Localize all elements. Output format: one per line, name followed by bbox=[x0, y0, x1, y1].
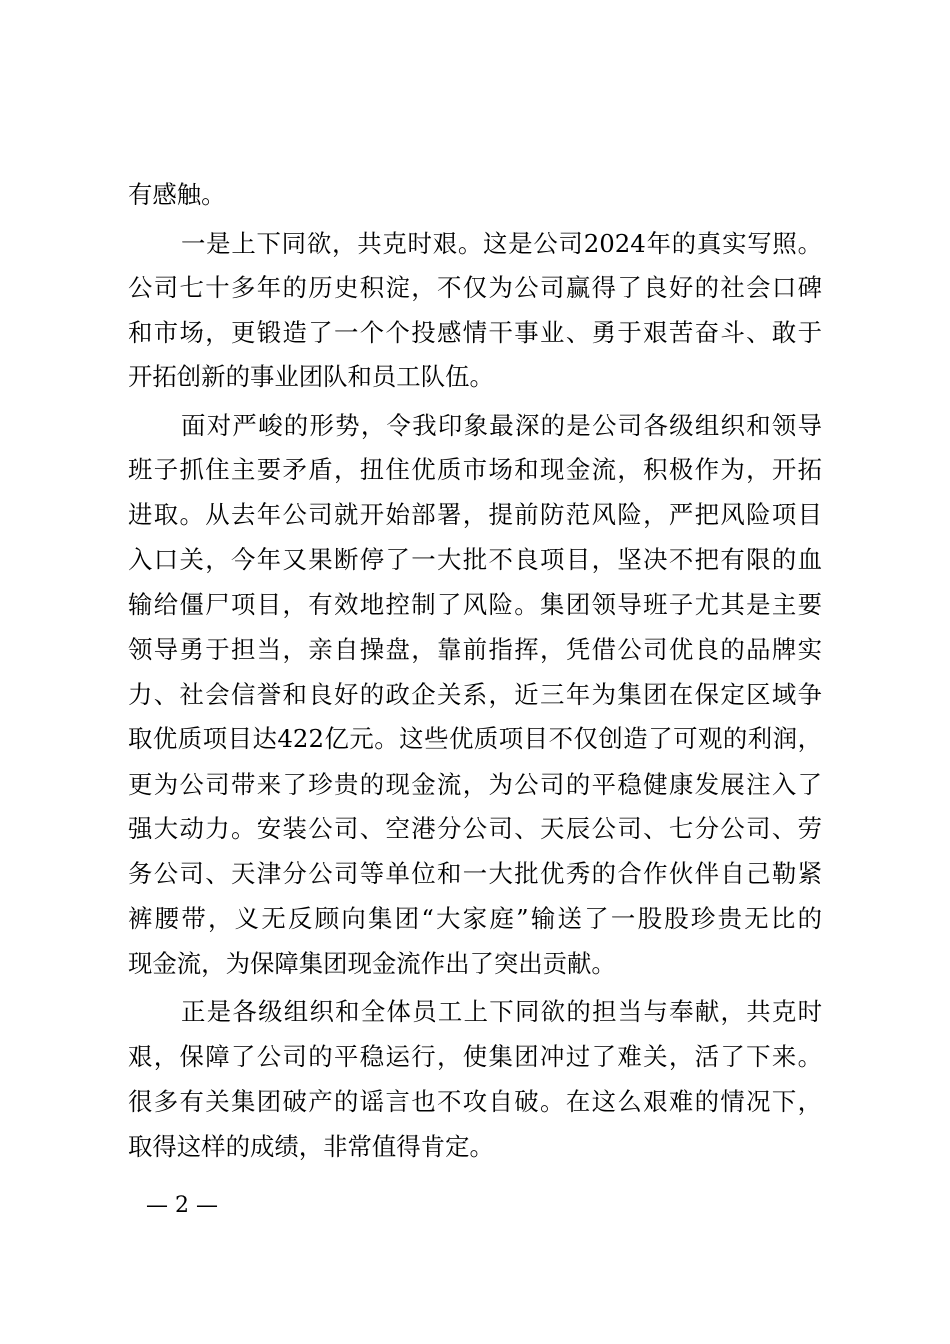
text-line: 强大动力。安装公司、空港分公司、天辰公司、七分公司、劳 bbox=[128, 814, 822, 843]
text-line: 更为公司带来了珍贵的现金流，为公司的平稳健康发展注入了 bbox=[128, 770, 822, 799]
text-line: 裤腰带，义无反顾向集团“大家庭”输送了一股股珍贵无比的 bbox=[128, 904, 822, 933]
text-line: 艰，保障了公司的平稳运行，使集团冲过了难关，活了下来。 bbox=[128, 1042, 822, 1071]
text-line: 力、社会信誉和良好的政企关系，近三年为集团在保定区域争 bbox=[128, 680, 822, 709]
text-line: 开拓创新的事业团队和员工队伍。 bbox=[128, 362, 494, 391]
text-line: 很多有关集团破产的谣言也不攻自破。在这么艰难的情况下， bbox=[128, 1087, 822, 1116]
text-line: 输给僵尸项目，有效地控制了风险。集团领导班子尤其是主要 bbox=[128, 590, 822, 619]
text-line: 有感触。 bbox=[128, 180, 226, 209]
text-line: 公司七十多年的历史积淀，不仅为公司赢得了良好的社会口碑 bbox=[128, 273, 822, 302]
text-line: 进取。从去年公司就开始部署，提前防范风险，严把风险项目 bbox=[128, 500, 822, 529]
text-line: 正是各级组织和全体员工上下同欲的担当与奉献，共克时 bbox=[181, 997, 822, 1026]
text-line: 领导勇于担当，亲自操盘，靠前指挥，凭借公司优良的品牌实 bbox=[128, 635, 822, 664]
text-line: 面对严峻的形势，令我印象最深的是公司各级组织和领导 bbox=[181, 411, 822, 440]
text-line: 一是上下同欲，共克时艰。这是公司2024年的真实写照。 bbox=[181, 229, 822, 258]
page-number: — 2 — bbox=[146, 1193, 218, 1218]
text-line: 和市场，更锻造了一个个投感情干事业、勇于艰苦奋斗、敢于 bbox=[128, 318, 822, 347]
text-line: 现金流，为保障集团现金流作出了突出贡献。 bbox=[128, 949, 616, 978]
text-line: 取优质项目达422亿元。这些优质项目不仅创造了可观的利润， bbox=[128, 724, 822, 753]
text-line: 务公司、天津分公司等单位和一大批优秀的合作伙伴自己勒紧 bbox=[128, 859, 822, 888]
text-line: 班子抓住主要矛盾，扭住优质市场和现金流，积极作为，开拓 bbox=[128, 455, 822, 484]
text-line: 入口关，今年又果断停了一大批不良项目，坚决不把有限的血 bbox=[128, 545, 822, 574]
text-line: 取得这样的成绩，非常值得肯定。 bbox=[128, 1132, 494, 1161]
